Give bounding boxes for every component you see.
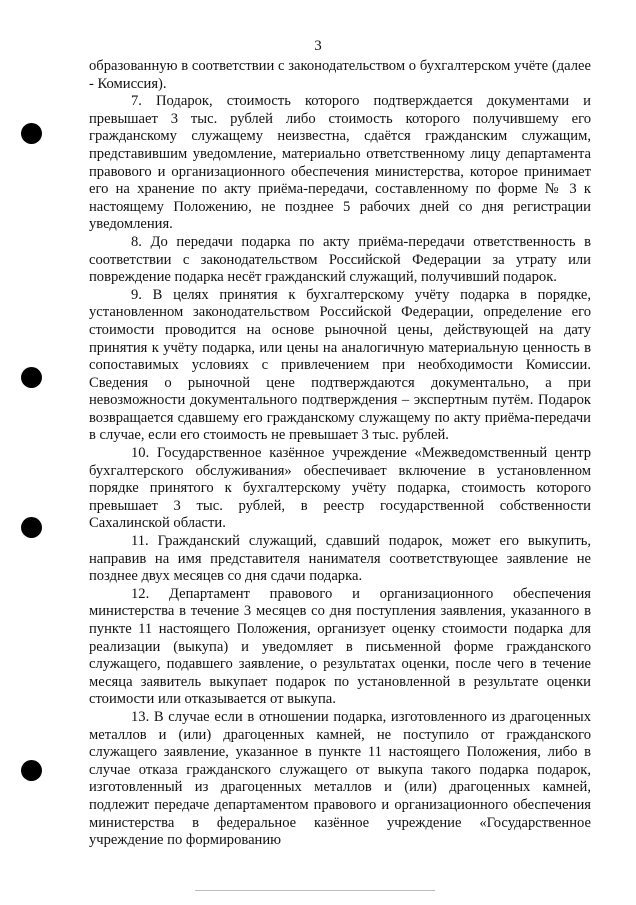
paragraph-7: 7. Подарок, стоимость которого подтверждается документами и превышает 3 тыс. рублей либо стоимость которого получившему его гражданскому служащему неизвестна, сдаётся гражданским служащим, представившим уведомление, материально ответственному лицу департамента правового и организационного обеспечения министерства, которое принимает его на хранение по акту приёма-передачи, составленному по форме № 3 к настоящему Положению, не позднее 5 рабочих дней со дня регистрации уведомления.	[89, 93, 591, 233]
paragraph-11: 11. Гражданский служащий, сдавший подарок, может его выкупить, направив на имя представителя нанимателя соответствующее заявление не позднее двух месяцев со дня сдачи подарка.	[89, 533, 591, 585]
binder-hole	[21, 517, 42, 538]
paragraph-8: 8. До передачи подарка по акту приёма-передачи ответственность в соответствии с законодательством Российской Федерации за утрату или повреждение подарка несёт гражданский служащий, получивший подарок.	[89, 233, 591, 286]
document-body	[89, 58, 591, 850]
binder-hole	[21, 367, 42, 388]
paragraph-6-continuation: образованную в соответствии с законодательством о бухгалтерском учёте (далее - Комиссия).	[89, 58, 591, 92]
paragraph-10: 10. Государственное казённое учреждение «Межведомственный центр бухгалтерского обслуживания» обеспечивает включение в установленном порядке принятого к бухгалтерскому учёту подарка, стоимость которого превышает 3 тыс. рублей, в реестр государственной собственности Сахалинской области.	[89, 445, 591, 532]
binder-hole	[21, 123, 42, 144]
paragraph-13: 13. В случае если в отношении подарка, изготовленного из драгоценных металлов и (или) драгоценных камней, не поступило от гражданского служащего заявление, указанное в пункте 11 настоящего Положения, либо в случае отказа гражданского служащего от выкупа такого подарка подарок, изготовленный из драгоценных металлов и (или) драгоценных камней, подлежит передаче департаментом правового и организационного обеспечения министерства в федеральное казённое учреждение «Государственное учреждение по формированию	[89, 708, 591, 849]
scan-edge-line	[195, 890, 435, 891]
page-number: 3	[314, 38, 322, 54]
paragraph-12: 12. Департамент правового и организационного обеспечения министерства в течение 3 месяцев со дня поступления заявления, указанного в пункте 11 настоящего Положения, организует оценку стоимости подарка для реализации (выкупа) и уведомляет в письменной форме гражданского служащего, подавшего заявление, о результатах оценки, после чего в течение месяца заявитель выкупает подарок по установленной в результате оценки стоимости или отказывается от выкупа.	[89, 585, 591, 708]
paragraph-9: 9. В целях принятия к бухгалтерскому учёту подарка в порядке, установленном законодательством Российской Федерации, определение его стоимости проводится на основе рыночной цены, действующей на дату принятия к учёту подарка, или цены на аналогичную материальную ценность в сопоставимых условиях с привлечением при необходимости Комиссии. Сведения о рыночной цене подтверждаются документально, а при невозможности документального подтверждения – экспертным путём. Подарок возвращается сдавшему его гражданскому служащему по акту приёма-передачи в случае, если его стоимость не превышает 3 тыс. рублей.	[89, 286, 591, 444]
binder-hole	[21, 760, 42, 781]
